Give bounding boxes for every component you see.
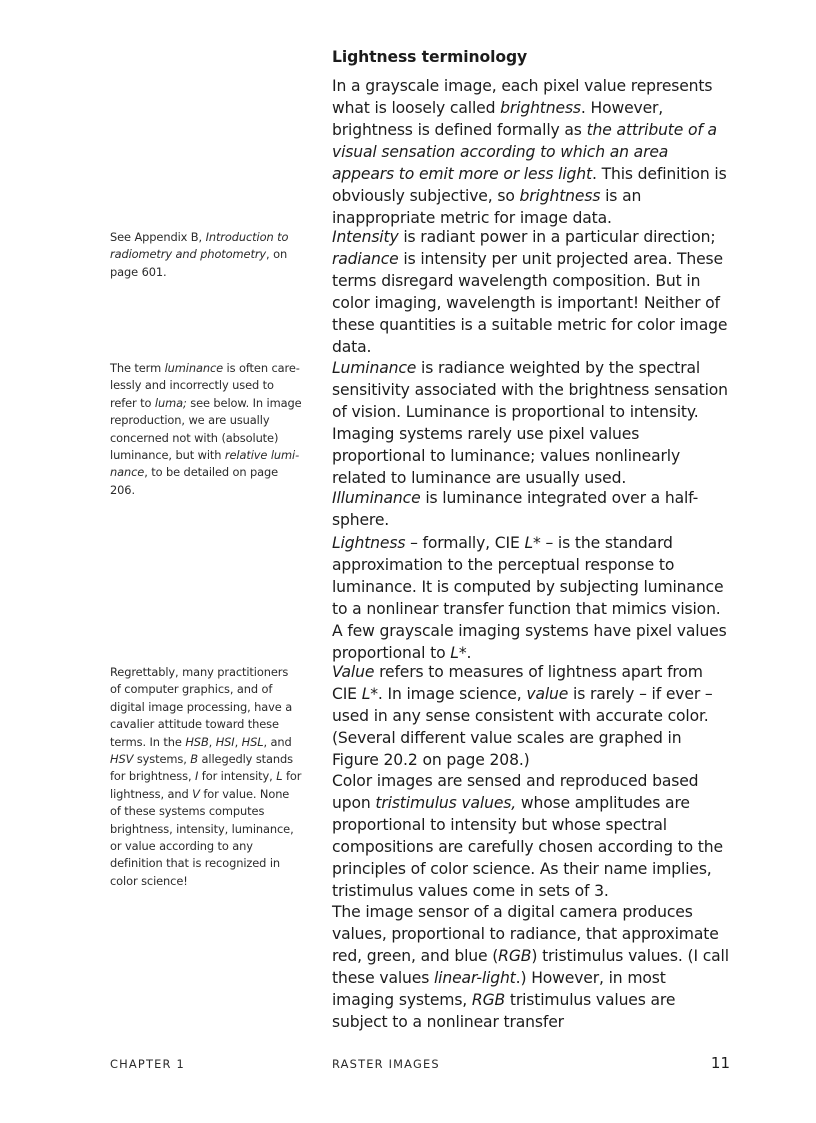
paragraph-luminance: Luminance is radiance weighted by the spectral sensitivity associated with the brightness sensation of vision. Luminance is proportional to intensity. Imaging systems rarely use pixel values proportional to luminance; values nonlinearly related to luminance are usually used. bbox=[332, 359, 728, 487]
footer-chapter: CHAPTER 1 bbox=[110, 1057, 185, 1071]
paragraph-illuminance: Illuminance is luminance integrated over a half-sphere. bbox=[332, 489, 699, 529]
margin-note-appendix: See Appendix B, Introduction to radiometry and photometry, on page 601. bbox=[110, 230, 289, 279]
margin-note-luminance: The term luminance is often carelessly and incorrectly used to refer to luma; see below. In image reproduction, we are usually concerned not with (absolute) luminance, but with relative luminance, to be detailed on page 206. bbox=[110, 361, 302, 497]
paragraph-tristimulus: Color images are sensed and reproduced based upon tristimulus values, whose amplitudes are proportional to intensity but whose spectral compositions are carefully chosen according to the principles of color science. As their name implies, tristimulus values come in sets of 3. bbox=[332, 772, 723, 900]
paragraph-image-sensor: The image sensor of a digital camera produces values, proportional to radiance, that approximate red, green, and blue (RGB) tristimulus values. (I call these values linear-light.) However, in most imaging systems, RGB tristimulus values are subject to a nonlinear transfer bbox=[332, 903, 729, 1031]
margin-note-color-models: Regrettably, many practitioners of computer graphics, and of digital image processing, have a cavalier attitude toward these terms. In the HSB, HSI, HSL, and HSV systems, B allegedly stands for brightness, I for intensity, L for lightness, and V for value. None of these systems computes brightness, intensity, luminance, or value according to any definition that is recognized in color science! bbox=[110, 665, 302, 888]
section-heading: Lightness terminology bbox=[332, 48, 528, 66]
page-number: 11 bbox=[710, 1054, 730, 1072]
paragraph-brightness: In a grayscale image, each pixel value represents what is loosely called brightness. However, brightness is defined formally as the attribute of a visual sensation according to which an area appears to emit more or less light. This definition is obviously subjective, so brightness is an inappropriate metric for image data. bbox=[332, 77, 727, 227]
paragraph-lightness: Lightness – formally, CIE L* – is the standard approximation to the perceptual response to luminance. It is computed by subjecting luminance to a nonlinear transfer function that mimics vision. A few grayscale imaging systems have pixel values proportional to L*. bbox=[332, 534, 727, 662]
footer-section: RASTER IMAGES bbox=[332, 1057, 440, 1071]
paragraph-value: Value refers to measures of lightness apart from CIE L*. In image science, value is rarely – if ever – used in any sense consistent with accurate color. (Several different value scales are graphed in Figure 20.2 on page 208.) bbox=[332, 663, 713, 769]
paragraph-intensity: Intensity is radiant power in a particular direction; radiance is intensity per unit projected area. These terms disregard wavelength composition. But in color imaging, wavelength is important! Neither of these quantities is a suitable metric for color image data. bbox=[332, 228, 728, 356]
